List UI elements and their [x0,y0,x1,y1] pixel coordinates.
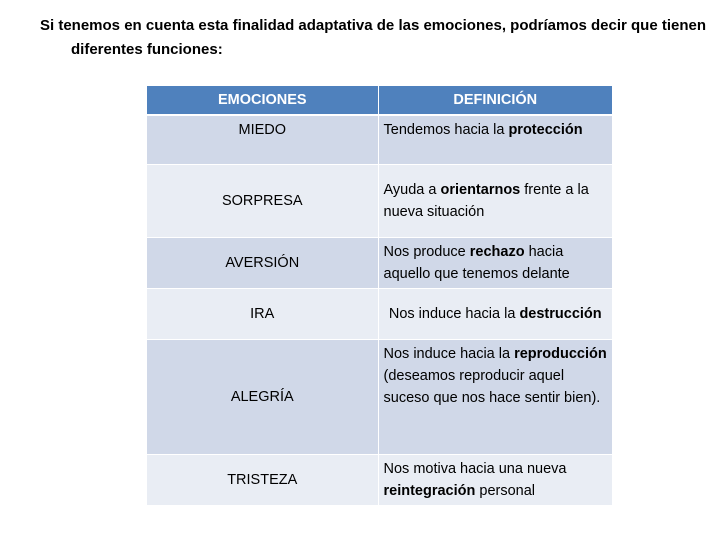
definition-text: hacia aquello que tenemos delante [383,244,570,282]
definition-cell [378,455,612,506]
emotion-cell: MIEDO [147,115,378,165]
definition-cell [378,115,612,165]
definition-keyword: reintegración [383,483,476,499]
emotion-cell: SORPRESA [147,165,378,238]
definition-keyword: rechazo [469,244,525,260]
definition-text: personal [475,483,536,499]
table-row [147,238,612,289]
emotion-cell: AVERSIÓN [147,238,378,289]
definition-cell [378,238,612,289]
definition-text: (deseamos reproducir aquel suceso que nos hace sentir bien). [383,368,601,406]
header-emociones: EMOCIONES [147,86,378,115]
table-row [147,455,612,506]
emotion-cell: ALEGRÍA [147,340,378,455]
emotions-table [147,86,612,505]
definition-text: Nos induce hacia la [383,346,515,362]
table-row [147,165,612,238]
definition-text: Nos motiva hacia una nueva [383,461,567,477]
definition-text: Nos induce hacia la [388,306,520,322]
definition-text: Nos produce [383,244,470,260]
definition-text: Tendemos hacia la [383,122,509,138]
definition-keyword: orientarnos [440,182,521,198]
definition-text: frente a la nueva situación [383,182,589,220]
definition-cell [378,165,612,238]
definition-keyword: reproducción [514,346,607,362]
header-definicion: DEFINICIÓN [378,86,612,115]
definition-cell [378,340,612,455]
table-row [147,289,612,340]
table-header-row [147,86,612,115]
table-row [147,340,612,455]
definition-cell [378,289,612,340]
intro-text: Si tenemos en cuenta esta finalidad adaptativa de las emociones, podríamos decir que tienen diferentes funciones: [40,17,707,58]
definition-keyword: destrucción [519,306,602,322]
emotion-cell: TRISTEZA [147,455,378,506]
table-row [147,115,612,165]
emotion-cell: IRA [147,289,378,340]
definition-text: Ayuda a [383,182,441,198]
definition-keyword: protección [508,122,583,138]
